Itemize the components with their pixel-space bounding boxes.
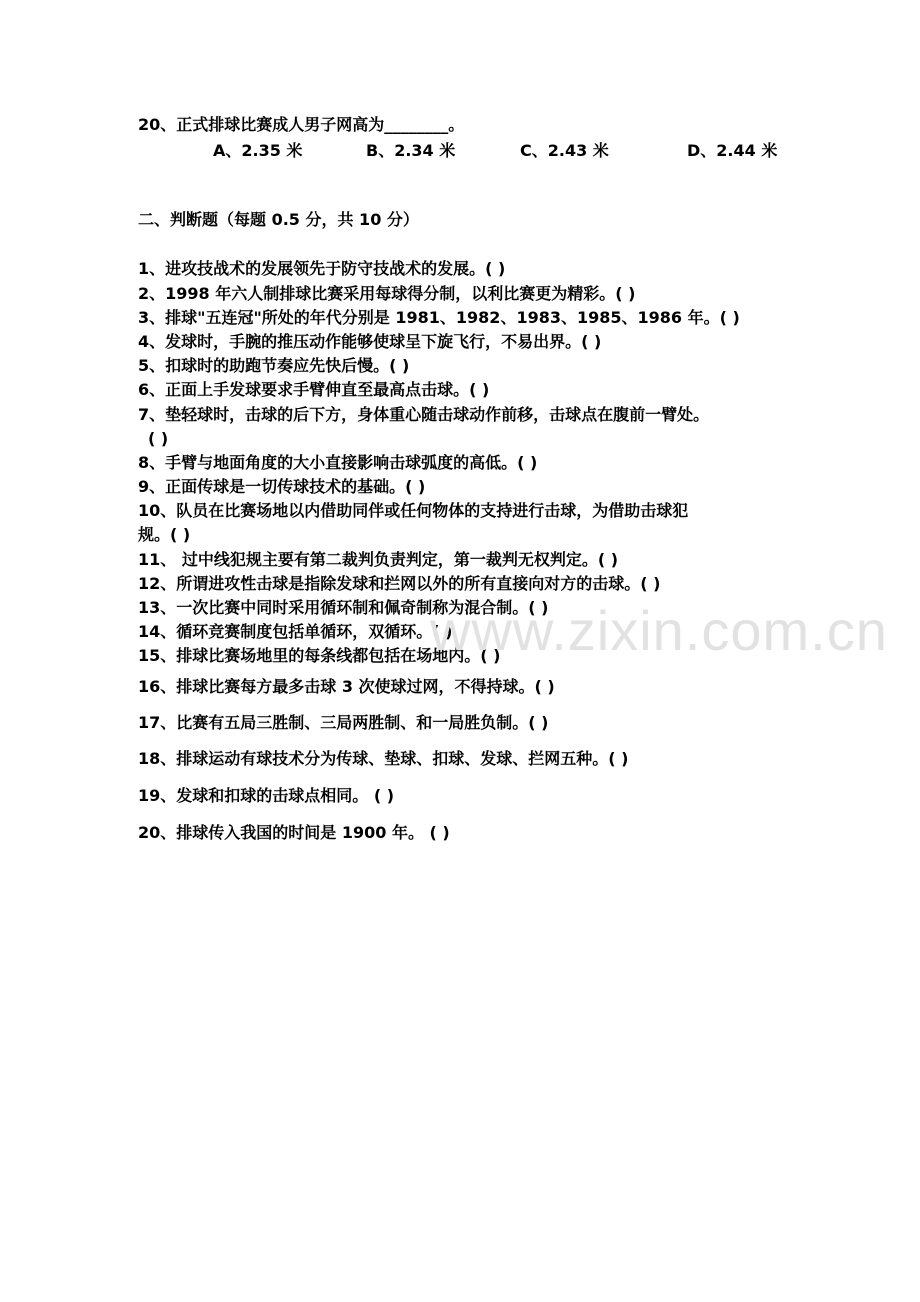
tf-item-13: 13、一次比赛中同时采用循环制和佩奇制称为混合制。( ) bbox=[138, 598, 549, 617]
section-title: 二、判断题（每题 0.5 分，共 10 分） bbox=[138, 210, 419, 229]
tf-item-7: 7、垫轻球时，击球的后下方，身体重心随击球动作前移，击球点在腹前一臂处。 bbox=[138, 405, 710, 424]
mc-option-a: A、2.35 米 bbox=[213, 141, 303, 160]
tf-item-18: 18、排球运动有球技术分为传球、垫球、扣球、发球、拦网五种。( ) bbox=[138, 749, 629, 768]
tf-item-10-cont: 规。( ) bbox=[138, 525, 191, 544]
mc-option-c: C、2.43 米 bbox=[520, 141, 609, 160]
tf-item-19: 19、发球和扣球的击球点相同。 ( ) bbox=[138, 786, 395, 805]
tf-item-10: 10、队员在比赛场地以内借助同伴或任何物体的支持进行击球，为借助击球犯 bbox=[138, 501, 689, 520]
tf-item-2: 2、1998 年六人制排球比赛采用每球得分制，以利比赛更为精彩。( ) bbox=[138, 284, 636, 303]
tf-item-9: 9、正面传球是一切传球技术的基础。( ) bbox=[138, 477, 426, 496]
tf-item-5: 5、扣球时的助跑节奏应先快后慢。( ) bbox=[138, 356, 410, 375]
watermark-text: www.zixin.com.cn bbox=[430, 599, 888, 662]
tf-item-16: 16、排球比赛每方最多击球 3 次使球过网，不得持球。( ) bbox=[138, 677, 555, 696]
tf-item-15: 15、排球比赛场地里的每条线都包括在场地内。( ) bbox=[138, 646, 501, 665]
tf-item-12: 12、所谓进攻性击球是指除发球和拦网以外的所有直接向对方的击球。( ) bbox=[138, 574, 661, 593]
tf-item-6: 6、正面上手发球要求手臂伸直至最高点击球。( ) bbox=[138, 380, 490, 399]
tf-item-7-cont: ( ) bbox=[148, 429, 169, 448]
tf-item-4: 4、发球时，手腕的推压动作能够使球呈下旋飞行，不易出界。( ) bbox=[138, 332, 602, 351]
tf-item-14: 14、循环竞赛制度包括单循环，双循环。( ) bbox=[138, 622, 453, 641]
tf-item-8: 8、手臂与地面角度的大小直接影响击球弧度的高低。( ) bbox=[138, 453, 538, 472]
tf-item-3: 3、排球"五连冠"所处的年代分别是 1981、1982、1983、1985、1986 年。( ) bbox=[138, 308, 740, 327]
tf-item-11: 11、 过中线犯规主要有第二裁判负责判定，第一裁判无权判定。( ) bbox=[138, 550, 619, 569]
mc-option-d: D、2.44 米 bbox=[687, 141, 778, 160]
mc-question-stem: 20、正式排球比赛成人男子网高为________。 bbox=[138, 115, 465, 134]
mc-option-b: B、2.34 米 bbox=[366, 141, 456, 160]
tf-item-20: 20、排球传入我国的时间是 1900 年。 ( ) bbox=[138, 823, 450, 842]
tf-item-17: 17、比赛有五局三胜制、三局两胜制、和一局胜负制。( ) bbox=[138, 713, 549, 732]
tf-item-1: 1、进攻技战术的发展领先于防守技战术的发展。( ) bbox=[138, 259, 506, 278]
